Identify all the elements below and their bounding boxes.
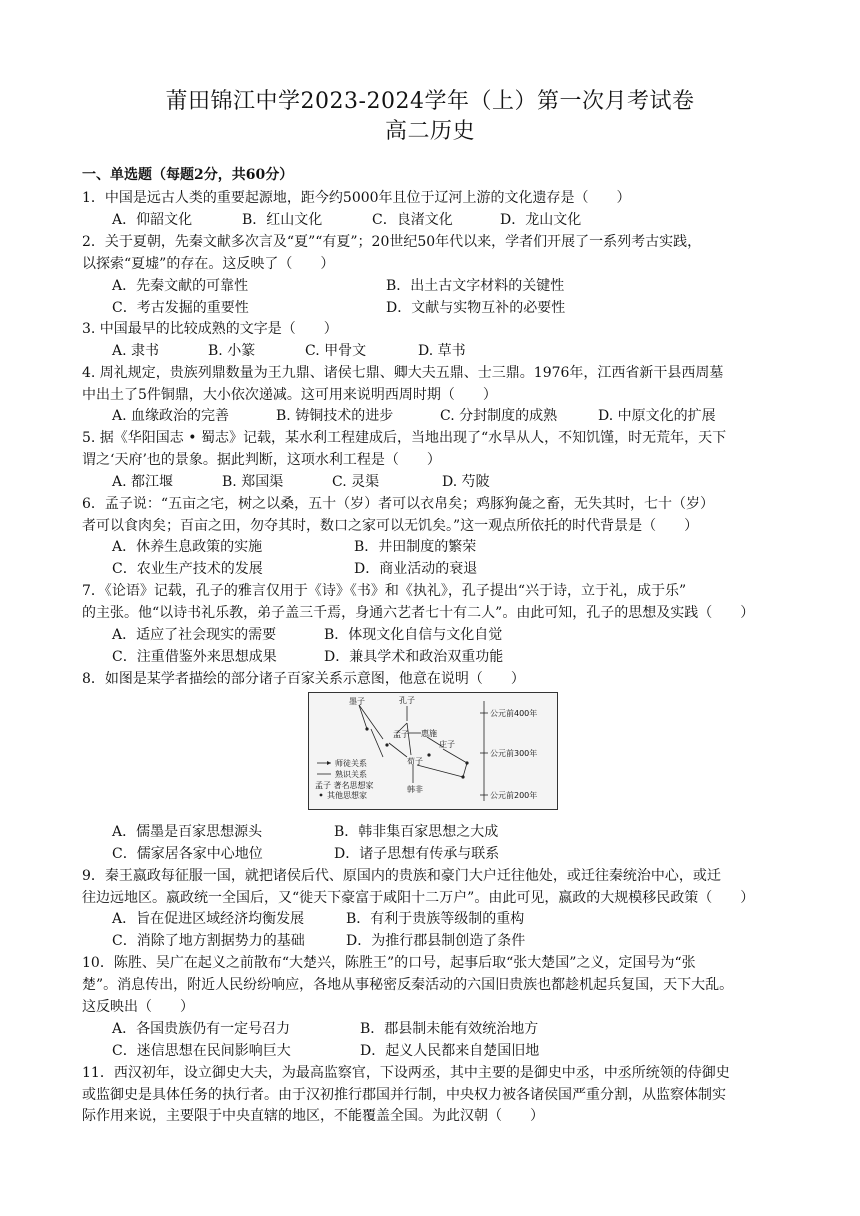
- question-4-stem-line-2: 中出土了5件铜鼎，大小依次递减。这可用来说明西周时期（ ）: [82, 387, 497, 403]
- question-1-option-b: B．红山文化: [242, 212, 323, 228]
- question-6-option-a: A．休养生息政策的实施: [112, 539, 263, 555]
- edge-mengzi-xunzi: [389, 743, 407, 757]
- minor-thinker-dot: [465, 761, 468, 764]
- question-2-option-a: A．先秦文献的可靠性: [112, 278, 249, 294]
- question-8-stem: 8．如图是某学者描绘的部分诸子百家关系示意图，他意在说明（ ）: [82, 671, 525, 687]
- question-2-stem-line-2: 以探索“夏墟”的存在。这反映了（ ）: [82, 256, 335, 272]
- legend-arrow-head: [327, 761, 331, 765]
- legend-master-disciple: 师徒关系: [335, 759, 367, 768]
- question-2-option-c: C．考古发掘的重要性: [112, 300, 249, 316]
- question-5-stem-line-1: 5. 据《华阳国志 • 蜀志》记载，某水利工程建成后，当地出现了“水旱从人，不知饥馑，时无荒年，天下: [82, 430, 727, 446]
- question-10-option-d: D．起义人民都来自楚国旧地: [360, 1043, 540, 1059]
- minor-thinker-dot: [385, 743, 388, 746]
- diagram-name-kongzi: 孔子: [399, 696, 415, 705]
- question-4-stem-line-1: 4. 周礼规定，贵族列鼎数量为王九鼎、诸侯七鼎、卿大夫五鼎、士三鼎。1976年，江西省新干县西周墓: [82, 365, 724, 381]
- edge-branch-xunzi: [371, 729, 383, 757]
- question-5-stem-line-2: 谓之‘天府’也的景象。据此判断，这项水利工程是（ ）: [82, 452, 441, 468]
- question-7-option-a: A．适应了社会现实的需要: [112, 627, 277, 643]
- question-11-stem-line-1: 11．西汉初年，设立御史大夫，为最高监察官，下设两丞，其中主要的是御史中丞，中丞所统领的侍御史: [82, 1065, 730, 1081]
- question-3-option-a: A. 隶书: [112, 343, 160, 359]
- question-4-option-c: C. 分封制度的成熟: [440, 408, 558, 424]
- question-7-option-c: C．注重借鉴外来思想成果: [112, 649, 277, 665]
- question-10-option-b: B．郡县制未能有效统治地方: [360, 1021, 539, 1037]
- question-8-option-d: D．诸子思想有传承与联系: [334, 846, 500, 862]
- minor-thinker-dot: [461, 775, 464, 778]
- question-5-option-d: D. 芍陂: [442, 474, 490, 490]
- question-10-option-a: A．各国贵族仍有一定号召力: [112, 1021, 291, 1037]
- question-3-option-c: C. 甲骨文: [305, 343, 367, 359]
- question-3-stem: 3. 中国最早的比较成熟的文字是（ ）: [82, 321, 338, 337]
- minor-thinker-dot: [427, 753, 430, 756]
- question-9-option-b: B．有利于贵族等级制的重构: [346, 911, 525, 927]
- question-9-option-c: C．消除了地方割据势力的基础: [112, 933, 305, 949]
- question-8-option-a: A．儒墨是百家思想源头: [112, 824, 263, 840]
- question-2-option-b: B．出土古文字材料的关键性: [386, 278, 565, 294]
- diagram-name-mengzi: 孟子: [393, 730, 409, 739]
- question-4-option-a: A. 血缘政治的完善: [112, 408, 230, 424]
- question-3-option-b: B. 小篆: [208, 343, 256, 359]
- timeline-label-200bc: 公元前200年: [490, 791, 538, 800]
- question-1-option-d: D．龙山文化: [500, 212, 582, 228]
- question-7-option-d: D．兼具学术和政治双重功能: [324, 649, 504, 665]
- edge-dot-down: [463, 763, 467, 777]
- question-7-stem-line-1: 7．《论语》记载，孔子的雅言仅用于《诗》《书》和《执礼》，孔子提出“兴于诗，立于礼，成于乐”: [82, 583, 687, 599]
- question-11-stem-line-3: 际作用来说，主要限于中央直辖的地区，不能覆盖全国。为此汉朝（ ）: [82, 1108, 544, 1124]
- edge-kongzi-xunzi: [407, 723, 411, 755]
- edge-zhuangzi-dot: [443, 749, 467, 763]
- section-header: 一、单选题（每题2分，共60分）: [82, 167, 294, 183]
- question-10-stem-line-3: 这反映出（ ）: [82, 999, 194, 1015]
- question-3-option-d: D. 草书: [418, 343, 466, 359]
- legend-famous-thinker: 孟子 著名思想家: [315, 781, 374, 790]
- question-10-stem-line-2: 楚”。消息传出，附近人民纷纷响应，各地从事秘密反秦活动的六国旧贵族也都趁机起兵复国，天下大乱。: [82, 977, 734, 993]
- diagram-name-hanfei: 韩非: [407, 785, 423, 794]
- question-6-option-c: C．农业生产技术的发展: [112, 561, 263, 577]
- question-6-stem-line-2: 者可以食肉矣；百亩之田，勿夺其时，数口之家可以无饥矣。”这一观点所依托的时代背景是（ ）: [82, 518, 699, 534]
- timeline-label-300bc: 公元前300年: [490, 749, 538, 758]
- page-title: 莆田锦江中学2023-2024学年（上）第一次月考试卷: [165, 89, 695, 114]
- diagram-name-xunzi: 荀子: [407, 757, 423, 766]
- question-1-stem: 1．中国是远古人类的重要起源地，距今约5000年且位于辽河上游的文化遗存是（ ）: [82, 190, 631, 206]
- diagram-name-zhuangzi: 庄子: [439, 740, 455, 749]
- question-1-option-c: C．良渚文化: [372, 212, 453, 228]
- question-4-option-b: B. 铸铜技术的进步: [276, 408, 394, 424]
- question-5-option-b: B. 郑国渠: [222, 474, 284, 490]
- question-9-stem-line-1: 9．秦王嬴政每征服一国，就把诸侯后代、原国内的贵族和豪门大户迁往他处，或迁往秦统治中心，或迁: [82, 868, 721, 884]
- edge-xunzi-dot: [417, 765, 463, 777]
- question-9-option-a: A．旨在促进区域经济均衡发展: [112, 911, 305, 927]
- question-2-option-d: D．文献与实物互补的必要性: [386, 300, 566, 316]
- diagram-name-huishi: 惠施: [421, 729, 437, 738]
- legend-acquaintance: 熟识关系: [335, 770, 367, 779]
- question-2-stem-line-1: 2．关于夏朝，先秦文献多次言及“夏”“有夏”；20世纪50年代以来，学者们开展了一系列考古实践，: [82, 234, 702, 250]
- question-10-option-c: C．迷信思想在民间影响巨大: [112, 1043, 291, 1059]
- question-6-option-b: B．井田制度的繁荣: [354, 539, 477, 555]
- minor-thinker-dot: [365, 727, 368, 730]
- question-4-option-d: D. 中原文化的扩展: [598, 408, 716, 424]
- question-7-option-b: B．体现文化自信与文化自觉: [324, 627, 503, 643]
- question-5-option-a: A. 都江堰: [112, 474, 174, 490]
- question-6-stem-line-1: 6．孟子说：“五亩之宅，树之以桑，五十（岁）者可以衣帛矣；鸡豚狗彘之畜，无失其时，七十（岁）: [82, 496, 715, 512]
- philosophers-relationship-diagram: [308, 692, 558, 810]
- question-9-stem-line-2: 往边远地区。嬴政统一全国后，又“徙天下豪富于咸阳十二万户”。由此可见，嬴政的大规模移民政策（ ）: [82, 890, 755, 906]
- edge-mozi-mengzi: [359, 705, 383, 739]
- page-subtitle: 高二历史: [384, 119, 475, 144]
- legend-dot: [320, 794, 323, 797]
- question-5-option-c: C. 灵渠: [332, 474, 380, 490]
- question-11-stem-line-2: 或监御史是具体任务的执行者。由于汉初推行郡国并行制，中央权力被各诸侯国严重分割，从监察体制实: [82, 1087, 726, 1103]
- timeline-label-400bc: 公元前400年: [490, 709, 538, 718]
- question-8-option-b: B．韩非集百家思想之大成: [334, 824, 499, 840]
- question-10-stem-line-1: 10．陈胜、吴广在起义之前散布“大楚兴，陈胜王”的口号，起事后取“张大楚国”之义，定国号为“张: [82, 955, 696, 971]
- question-6-option-d: D．商业活动的衰退: [354, 561, 478, 577]
- legend-other-thinker: 其他思想家: [327, 791, 367, 800]
- question-9-option-d: D．为推行郡县制创造了条件: [346, 933, 526, 949]
- diagram-name-mozi: 墨子: [349, 697, 365, 706]
- question-1-option-a: A．仰韶文化: [112, 212, 193, 228]
- edge-mozi-branch: [359, 705, 367, 729]
- question-7-stem-line-2: 的主张。他“以诗书礼乐教，弟子盖三千焉，身通六艺者七十有二人”。由此可知，孔子的思想及实践（ ）: [82, 605, 755, 621]
- question-8-option-c: C．儒家居各家中心地位: [112, 846, 263, 862]
